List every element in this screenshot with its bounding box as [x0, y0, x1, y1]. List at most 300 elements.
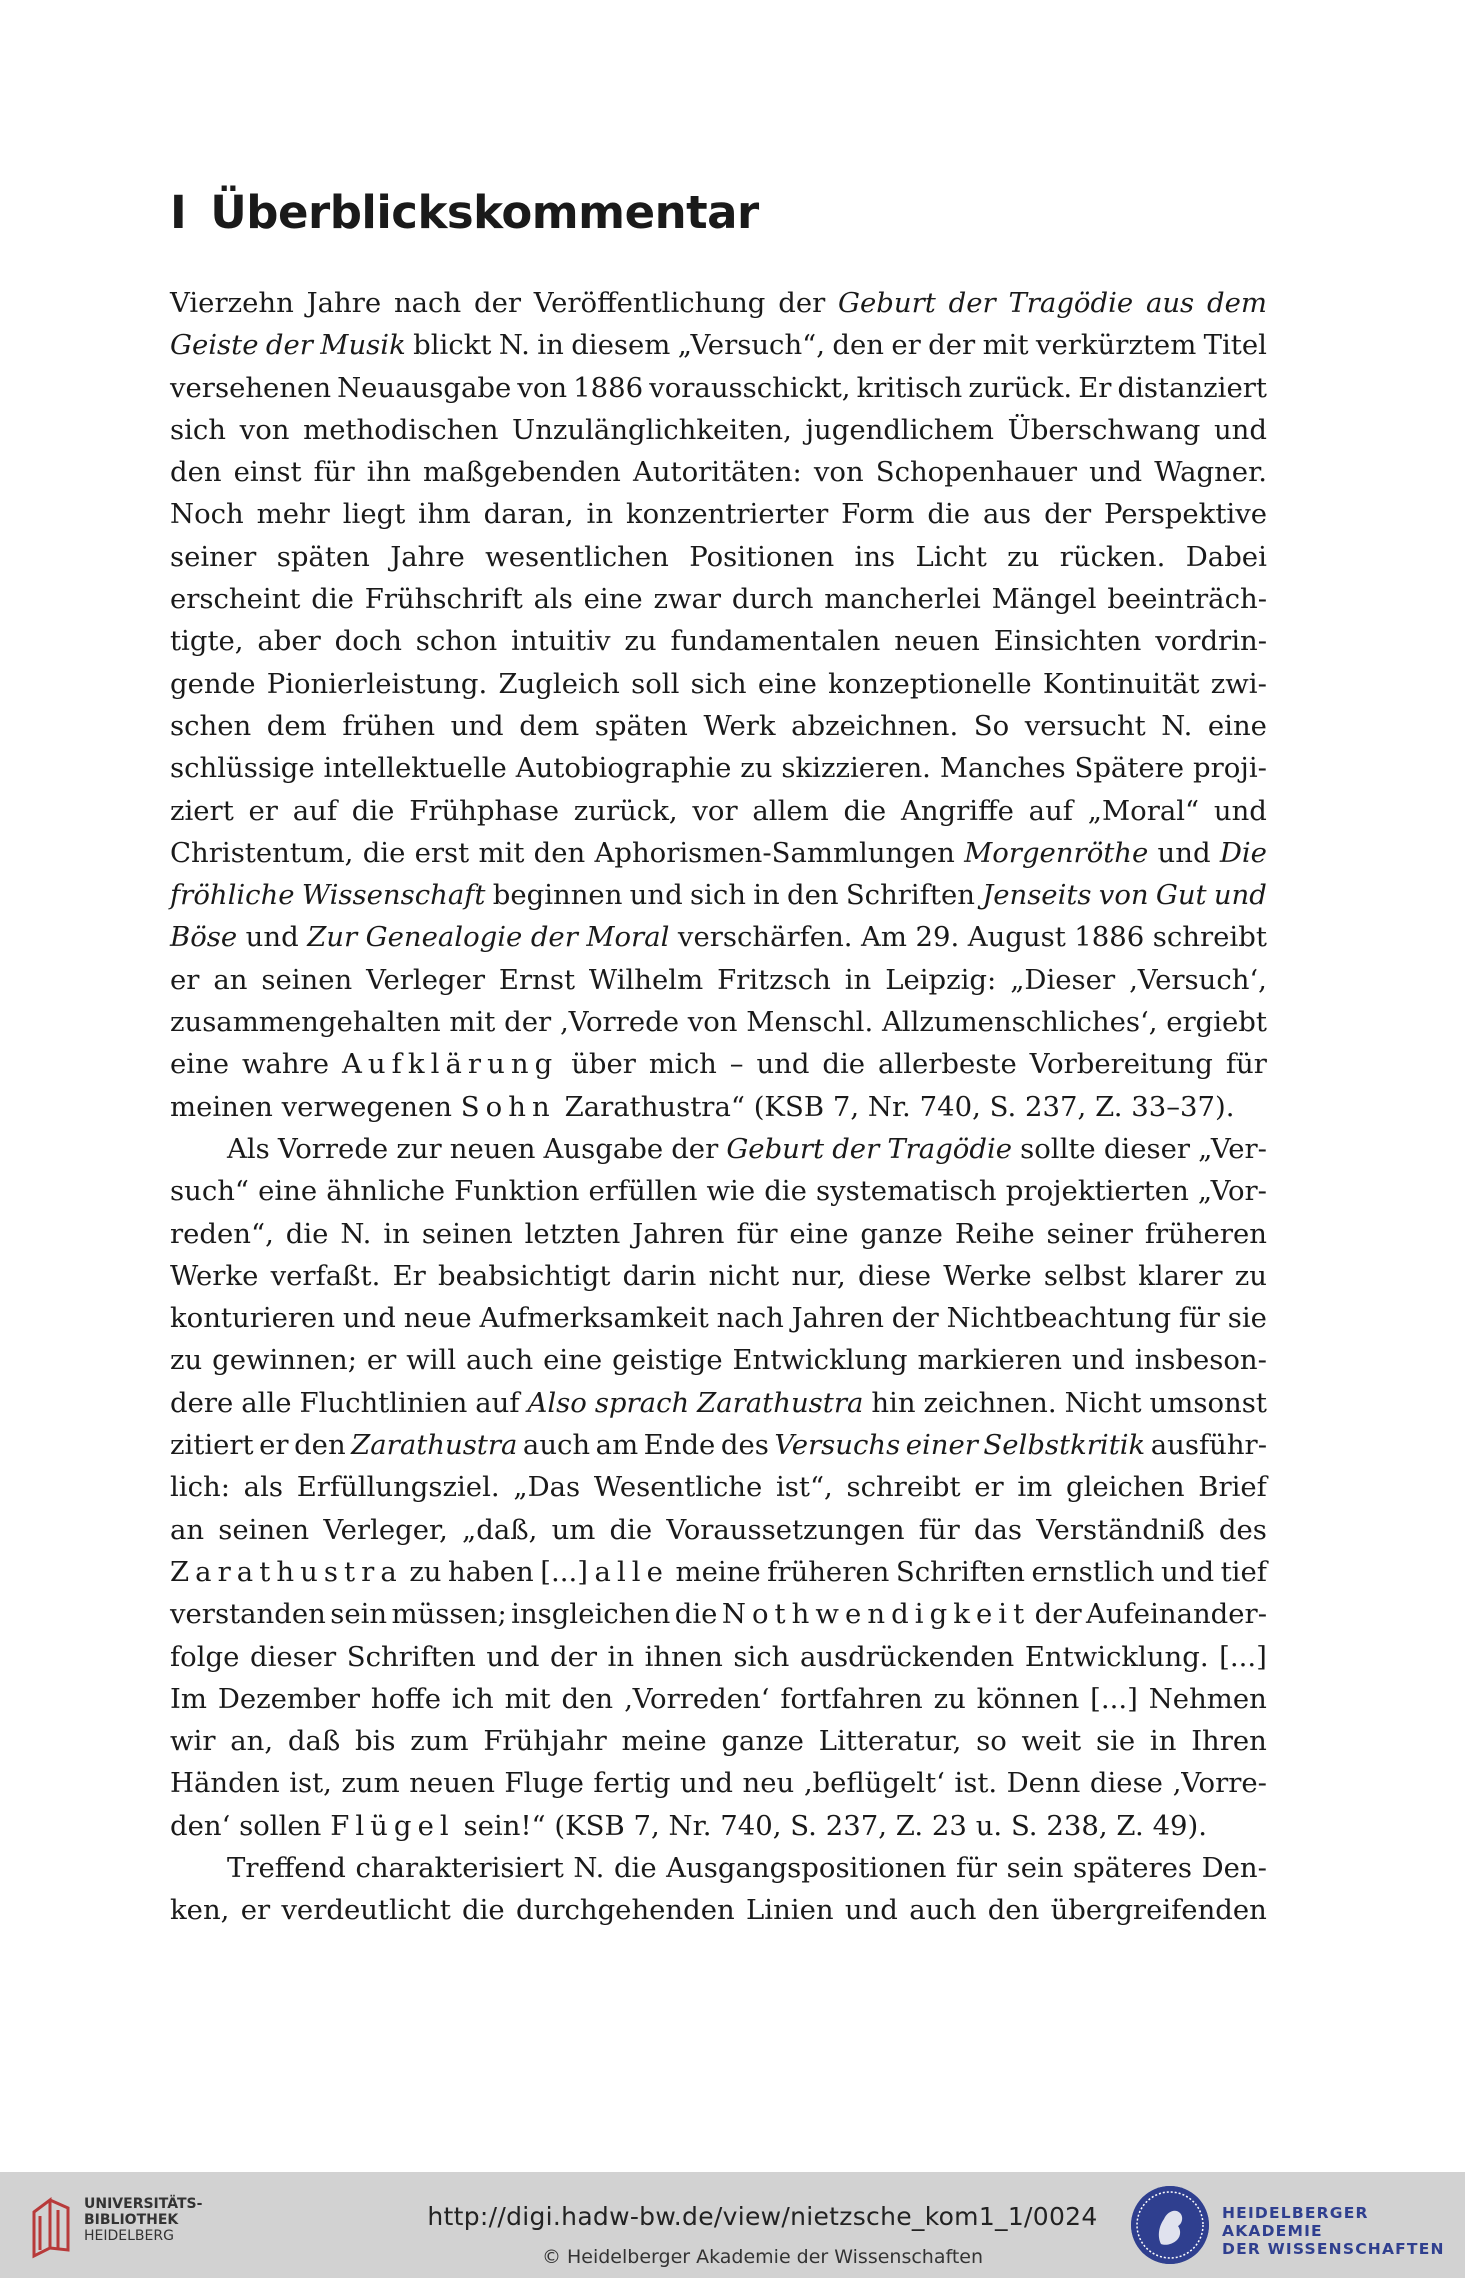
word	[418, 493, 471, 535]
word	[1073, 1847, 1192, 1889]
word	[571, 1043, 636, 1085]
text-run: und	[1071, 1344, 1125, 1377]
text-line	[170, 1213, 1267, 1255]
text-run: späten	[594, 709, 688, 742]
italic-text: Musik	[320, 329, 406, 362]
word	[170, 282, 294, 324]
text-run: Noch	[170, 498, 244, 531]
word	[595, 705, 688, 747]
text-run: ihm	[418, 498, 471, 531]
text-run: Dezember	[217, 1682, 361, 1715]
word	[1220, 832, 1267, 874]
text-run: dieser	[1103, 1132, 1191, 1165]
text-run: auch	[909, 1894, 977, 1927]
word	[1104, 493, 1267, 535]
word	[778, 282, 825, 324]
text-run: seiner	[170, 540, 257, 573]
text-run: Wesentliche	[593, 1471, 763, 1504]
word	[974, 1509, 1022, 1551]
word	[754, 1086, 824, 1128]
text-run: und	[1157, 836, 1211, 869]
text-run: Fluge	[504, 1767, 584, 1800]
text-run: Vorrede	[277, 1132, 389, 1165]
word	[806, 409, 995, 451]
word	[525, 1213, 621, 1255]
word	[511, 620, 610, 662]
text-run: weit	[1021, 1725, 1082, 1758]
word	[781, 747, 931, 789]
text-run: Nr.	[867, 1090, 911, 1123]
text-run: neu	[742, 1767, 795, 1800]
italic-text: sprach	[594, 1386, 690, 1419]
word	[367, 451, 411, 493]
text-run: Denn	[1006, 1767, 1081, 1800]
word	[1017, 1466, 1052, 1508]
text-run: den	[294, 1429, 346, 1462]
word	[341, 1762, 399, 1804]
text-run: er	[248, 794, 278, 827]
text-run: N.	[1161, 709, 1193, 742]
spaced-text: alle	[594, 1555, 669, 1588]
text-run: Licht	[915, 540, 987, 573]
word	[462, 1889, 505, 1931]
word	[1129, 959, 1267, 1001]
word	[955, 1213, 1035, 1255]
word	[278, 1128, 388, 1170]
text-run: als	[243, 1471, 283, 1504]
text-run: Ende	[643, 1429, 716, 1462]
word	[915, 916, 959, 958]
word	[743, 1762, 795, 1804]
word	[1193, 747, 1267, 789]
word	[645, 1636, 723, 1678]
word	[1166, 1001, 1267, 1043]
text-run: und	[1161, 1555, 1215, 1588]
text-run: Ernst	[498, 963, 576, 996]
text-run: gleichen	[1065, 1471, 1185, 1504]
word	[271, 1255, 381, 1297]
text-run: durch	[731, 583, 814, 616]
text-run: sich	[170, 413, 227, 446]
text-run: nicht	[708, 1259, 780, 1292]
text-run: ‚Versuch‘,	[1129, 963, 1267, 996]
word	[752, 790, 828, 832]
word	[534, 832, 586, 874]
word	[947, 1297, 1172, 1339]
word	[170, 536, 256, 578]
text-run: schon	[415, 625, 498, 658]
word	[170, 324, 258, 366]
text-run: von	[517, 371, 568, 404]
word	[689, 536, 834, 578]
text-line	[170, 1762, 1267, 1804]
word	[499, 324, 530, 366]
word	[626, 493, 828, 535]
word	[756, 1043, 809, 1085]
text-run: Aufmerksamkeit	[479, 1302, 709, 1335]
word	[454, 1170, 579, 1212]
text-run: schlüssige	[170, 752, 315, 785]
word	[584, 578, 643, 620]
word	[868, 1086, 911, 1128]
text-run: den‘	[170, 1809, 231, 1842]
text-run: Den-	[1201, 1851, 1267, 1884]
text-run: den	[561, 1682, 614, 1715]
text-run: 1886	[1074, 921, 1145, 954]
text-run: und	[245, 921, 299, 954]
word	[170, 959, 199, 1001]
word	[1202, 1847, 1267, 1889]
text-run: neuen	[449, 1132, 536, 1165]
text-run: Christentum,	[170, 836, 354, 869]
spaced-text: Zarathustra	[170, 1555, 403, 1588]
italic-text: Morgenröthe	[964, 836, 1149, 869]
text-run: können	[976, 1682, 1080, 1715]
word	[326, 1170, 445, 1212]
text-run: Schriften	[346, 1640, 476, 1673]
word	[573, 1847, 604, 1889]
word	[540, 1551, 588, 1593]
text-run: erfüllen	[588, 1175, 698, 1208]
word	[519, 705, 579, 747]
word	[596, 1424, 638, 1466]
text-run: den	[786, 879, 839, 912]
text-run: zu	[1007, 540, 1040, 573]
text-line	[170, 1424, 1267, 1466]
word	[259, 1424, 288, 1466]
word	[170, 832, 353, 874]
text-run: Nr.	[668, 1809, 712, 1842]
italic-text: Jenseits	[982, 879, 1092, 912]
word	[753, 874, 780, 916]
word	[906, 1424, 978, 1466]
word	[311, 578, 354, 620]
text-run: er	[366, 1344, 397, 1377]
word	[170, 790, 234, 832]
word	[1008, 282, 1133, 324]
text-run: der	[473, 287, 521, 319]
word	[968, 916, 1066, 958]
text-run: [...]	[540, 1555, 588, 1588]
word	[593, 1762, 670, 1804]
word	[448, 1551, 534, 1593]
word	[365, 578, 523, 620]
text-run: Zugleich	[498, 667, 620, 700]
text-run: diese	[1089, 1767, 1163, 1800]
text-run: [...]	[1090, 1682, 1138, 1715]
text-run: 29.	[915, 921, 960, 954]
text-run: So	[973, 709, 1010, 742]
word	[669, 1805, 712, 1847]
text-run: Unzulänglichkeiten,	[512, 413, 792, 446]
text-run: Z.	[1095, 1090, 1123, 1123]
text-run: Angriffe	[900, 794, 1014, 827]
text-run: diese	[858, 1259, 932, 1292]
text-run: der	[504, 1006, 552, 1039]
word	[504, 1001, 551, 1043]
text-run: 237,	[1025, 1090, 1087, 1123]
word	[423, 451, 621, 493]
word	[170, 1762, 280, 1804]
text-run: zur	[396, 1132, 442, 1165]
text-run: zwar	[653, 583, 722, 616]
text-line	[170, 1466, 1267, 1508]
word	[286, 1213, 329, 1255]
text-run: Verständniß	[1036, 1513, 1205, 1546]
permalink-url[interactable]: http://digi.hadw-bw.de/view/nietzsche_kom1_1/0024	[427, 2202, 1098, 2231]
word	[632, 1213, 724, 1255]
word	[343, 1297, 396, 1339]
word	[633, 1805, 659, 1847]
text-run: allem	[752, 794, 829, 827]
word	[644, 1424, 716, 1466]
word	[1214, 409, 1267, 451]
text-run: neue	[403, 1302, 472, 1335]
text-run: distanziert	[1117, 371, 1267, 404]
word	[703, 705, 775, 747]
text-run: von	[813, 456, 864, 489]
italic-text: der	[265, 329, 313, 362]
word	[335, 620, 402, 662]
text-run: Z.	[895, 1809, 924, 1842]
word	[1172, 1762, 1267, 1804]
text-run: markieren	[917, 1344, 1062, 1377]
italic-text: aus	[1145, 287, 1195, 319]
text-run: ist,	[289, 1767, 332, 1800]
word	[630, 874, 683, 916]
word	[974, 705, 1009, 747]
word	[413, 324, 491, 366]
word	[983, 324, 1029, 366]
word	[833, 1086, 859, 1128]
word	[218, 1678, 360, 1720]
text-run: ergiebt	[1166, 1006, 1267, 1039]
word	[170, 1213, 274, 1255]
text-run: Entwicklung	[732, 1344, 908, 1377]
text-run: Händen	[170, 1767, 280, 1800]
word	[1020, 1128, 1096, 1170]
word	[314, 451, 355, 493]
text-line	[170, 1043, 1267, 1085]
word	[791, 705, 958, 747]
word	[885, 959, 996, 1001]
text-run: von	[239, 413, 290, 446]
text-run: schreibt	[1152, 921, 1267, 954]
text-run: ‚beflügelt‘	[803, 1767, 945, 1800]
word	[1008, 409, 1201, 451]
text-line	[170, 790, 1267, 832]
text-run: Fritzsch	[717, 963, 831, 996]
word	[404, 1297, 472, 1339]
text-line	[170, 747, 1267, 789]
word	[462, 1509, 537, 1551]
word	[267, 705, 327, 747]
text-run: zurück.	[968, 371, 1073, 404]
text-run: Manches	[939, 752, 1066, 785]
word	[919, 1509, 960, 1551]
text-run: seinen	[261, 963, 353, 996]
word	[1131, 1086, 1234, 1128]
word	[466, 1339, 533, 1381]
text-run: beginnen	[492, 879, 623, 912]
word	[787, 874, 839, 916]
text-run: dieser	[249, 1640, 337, 1673]
academy-name-line2: DER WISSENSCHAFTEN	[1222, 2240, 1445, 2258]
word	[824, 578, 981, 620]
word	[352, 790, 395, 832]
word	[1151, 1424, 1267, 1466]
text-run: ‚Vorre-	[1172, 1767, 1267, 1800]
word	[887, 1128, 1012, 1170]
word	[1051, 1889, 1267, 1931]
text-run: methodischen	[303, 413, 499, 446]
word	[213, 959, 247, 1001]
body-text	[170, 282, 1267, 1932]
text-run: ihnen	[644, 1640, 723, 1673]
text-run: konzeptionelle	[828, 667, 1032, 700]
word	[624, 1678, 770, 1720]
text-run: Litteratur,	[818, 1725, 962, 1758]
text-run: Pionierleistung.	[266, 667, 488, 700]
italic-text: dem	[1206, 287, 1267, 319]
text-run: seinen	[218, 1513, 310, 1546]
text-run: zum	[410, 1725, 469, 1758]
italic-text: Zarathustra	[351, 1429, 518, 1462]
word	[422, 1213, 513, 1255]
italic-text: Wissenschaft	[301, 879, 486, 912]
text-run: für	[1178, 1302, 1220, 1335]
text-run: der	[778, 287, 826, 319]
word	[493, 874, 623, 916]
text-run: auf	[475, 1386, 520, 1419]
word	[594, 1466, 762, 1508]
word	[170, 1678, 207, 1720]
word	[924, 1382, 1057, 1424]
text-run: versucht	[1024, 709, 1146, 742]
text-run: Nehmen	[1148, 1682, 1267, 1715]
text-run: in	[607, 1640, 635, 1673]
word	[340, 1213, 371, 1255]
word	[303, 409, 498, 451]
text-line	[170, 663, 1267, 705]
word	[678, 916, 853, 958]
word	[392, 1593, 507, 1635]
word	[871, 1382, 915, 1424]
word	[845, 959, 872, 1001]
word	[587, 493, 614, 535]
text-run: und	[1213, 413, 1267, 446]
word	[861, 916, 907, 958]
text-run: ganze	[721, 1725, 804, 1758]
word	[949, 282, 996, 324]
text-run: Spätere	[1074, 752, 1185, 785]
word	[516, 1889, 735, 1931]
word	[170, 1255, 258, 1297]
word	[976, 1720, 1007, 1762]
text-run: zum	[341, 1767, 400, 1800]
word	[170, 1170, 249, 1212]
text-run: der	[1034, 1598, 1082, 1631]
word	[438, 1255, 610, 1297]
text-run: mich	[648, 1048, 717, 1081]
text-line	[170, 324, 1267, 366]
text-run: Schriften	[895, 1555, 1025, 1588]
text-line	[170, 1847, 1267, 1889]
word	[410, 1720, 468, 1762]
text-run: will	[406, 1344, 457, 1377]
chapter-title: Überblickskommentar	[210, 186, 759, 239]
spaced-text: Nothwendigkeit	[721, 1598, 1031, 1631]
text-run: Erfüllungsziel.	[296, 1471, 500, 1504]
word	[666, 1847, 946, 1889]
word	[964, 832, 1148, 874]
text-run: Funktion	[454, 1175, 580, 1208]
text-run: müssen;	[391, 1598, 507, 1631]
word	[1025, 1636, 1209, 1678]
word	[730, 1043, 744, 1085]
word	[722, 1593, 1030, 1635]
italic-text: der	[832, 1132, 880, 1165]
word	[832, 1128, 879, 1170]
word	[780, 1678, 922, 1720]
text-run: rücken.	[1059, 540, 1166, 573]
word	[170, 705, 251, 747]
text-run: daran,	[483, 498, 574, 531]
library-name-line1: UNIVERSITÄTS-	[84, 2196, 203, 2212]
word	[227, 1847, 346, 1889]
text-run: der	[928, 329, 976, 362]
text-run: Frühjahr	[483, 1725, 607, 1758]
word	[330, 1805, 455, 1847]
text-run: ganze	[860, 1217, 943, 1250]
word	[281, 1889, 450, 1931]
text-run: konturieren	[170, 1302, 336, 1335]
text-line	[170, 1636, 1267, 1678]
word	[1074, 916, 1144, 958]
text-run: in	[844, 963, 872, 996]
word	[288, 1720, 340, 1762]
word	[1186, 536, 1267, 578]
text-run: den	[533, 836, 586, 869]
text-line	[170, 1593, 1267, 1635]
text-line	[170, 1297, 1267, 1339]
text-run: sich	[733, 1640, 790, 1673]
text-run: Werke	[170, 1259, 259, 1292]
academy-name	[1222, 2204, 1465, 2258]
text-run: für	[956, 1851, 998, 1884]
word	[170, 1593, 326, 1635]
word	[230, 1720, 273, 1762]
word	[485, 536, 669, 578]
word	[1088, 790, 1199, 832]
text-run: er	[259, 1429, 289, 1462]
text-run: Perspektive	[1104, 498, 1267, 531]
text-run: beeinträch-	[1107, 583, 1267, 616]
word	[892, 1297, 939, 1339]
word	[320, 324, 405, 366]
library-name-line2: BIBLIOTHEK	[84, 2212, 179, 2228]
word	[1161, 1551, 1214, 1593]
text-run: 23	[931, 1809, 967, 1842]
text-run: Veröffentlichung	[533, 287, 766, 319]
text-run: intellektuelle	[323, 752, 507, 785]
text-run: aber	[257, 625, 321, 658]
text-run: seinen	[421, 1217, 513, 1250]
word	[1219, 1636, 1267, 1678]
text-run: und	[756, 1048, 810, 1081]
text-line	[170, 916, 1267, 958]
text-run: der	[549, 1640, 597, 1673]
